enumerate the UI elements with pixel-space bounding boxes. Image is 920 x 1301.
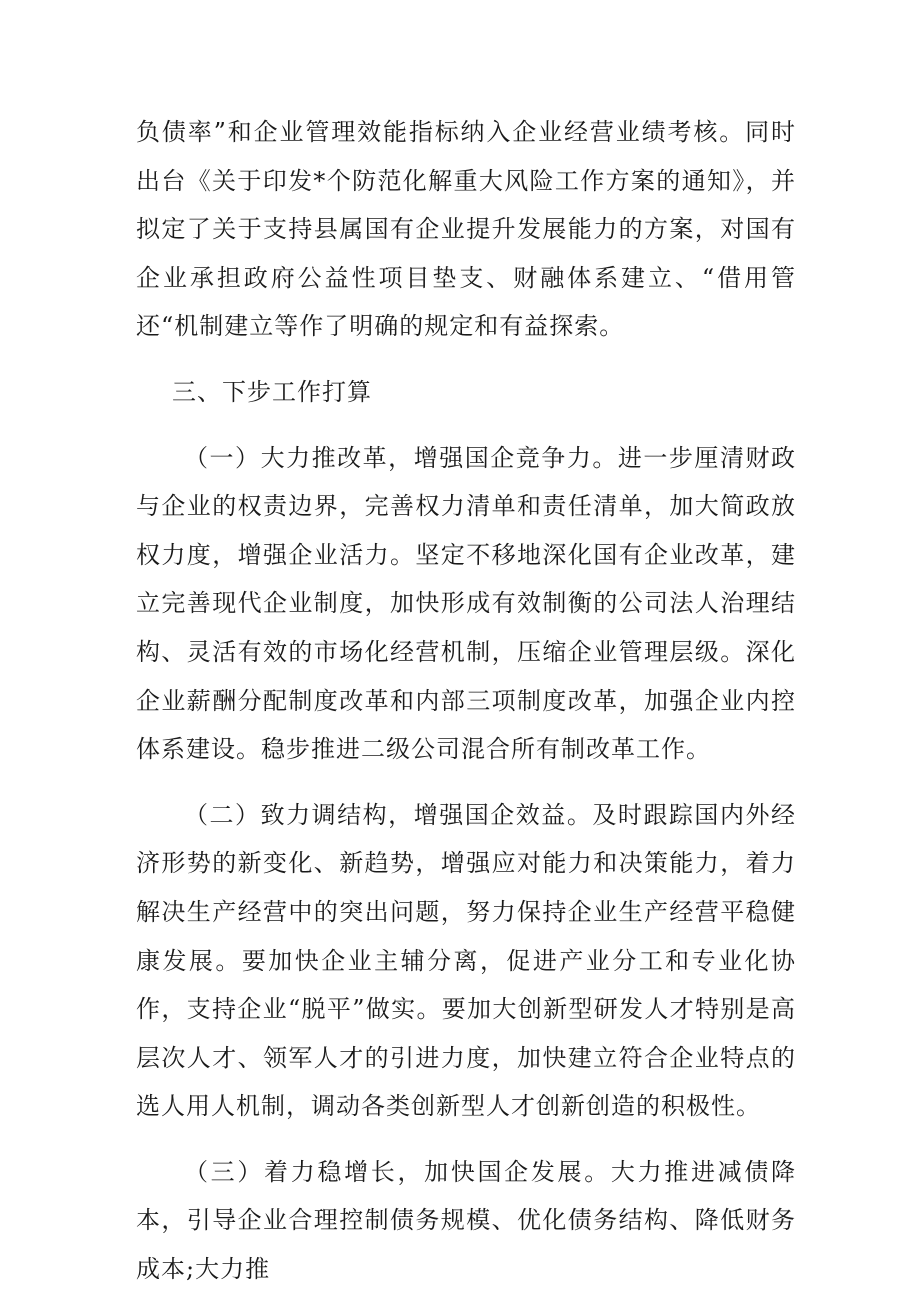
- paragraph-structure: （二）致力调结构，增强国企效益。及时跟踪国内外经济形势的新变化、新趋势，增强应对能力和决策能力，着力解决生产经营中的突出问题，努力保持企业生产经营平稳健康发展。要加快企业主辅分离，促进产业分工和专业化协作，支持企业“脱平”做实。要加大创新型研发人才特别是高层次人才、领军人才的引进力度，加快建立符合企业特点的选人用人机制，调动各类创新型人才创新创造的积极性。: [136, 800, 796, 1121]
- document-body: [136, 108, 796, 1294]
- paragraph-reform: （一）大力推改革，增强国企竞争力。进一步厘清财政与企业的权责边界，完善权力清单和责任清单，加大简政放权力度，增强企业活力。坚定不移地深化国有企业改革，建立完善现代企业制度，加快形成有效制衡的公司法人治理结构、灵活有效的市场化经营机制，压缩企业管理层级。深化企业薪酬分配制度改革和内部三项制度改革，加强企业内控体系建设。稳步推进二级公司混合所有制改革工作。: [136, 443, 796, 764]
- continuation-paragraph: 负债率”和企业管理效能指标纳入企业经营业绩考核。同时出台《关于印发*个防范化解重大风险工作方案的通知》，并拟定了关于支持县属国有企业提升发展能力的方案，对国有企业承担政府公益性项目垫支、财融体系建立、“借用管还“机制建立等作了明确的规定和有益探索。: [136, 118, 796, 341]
- paragraph-growth: （三）着力稳增长，加快国企发展。大力推进减债降本，引导企业合理控制债务规模、优化债务结构、降低财务成本;大力推: [136, 1157, 796, 1284]
- section-heading: 三、下步工作打算: [172, 377, 372, 406]
